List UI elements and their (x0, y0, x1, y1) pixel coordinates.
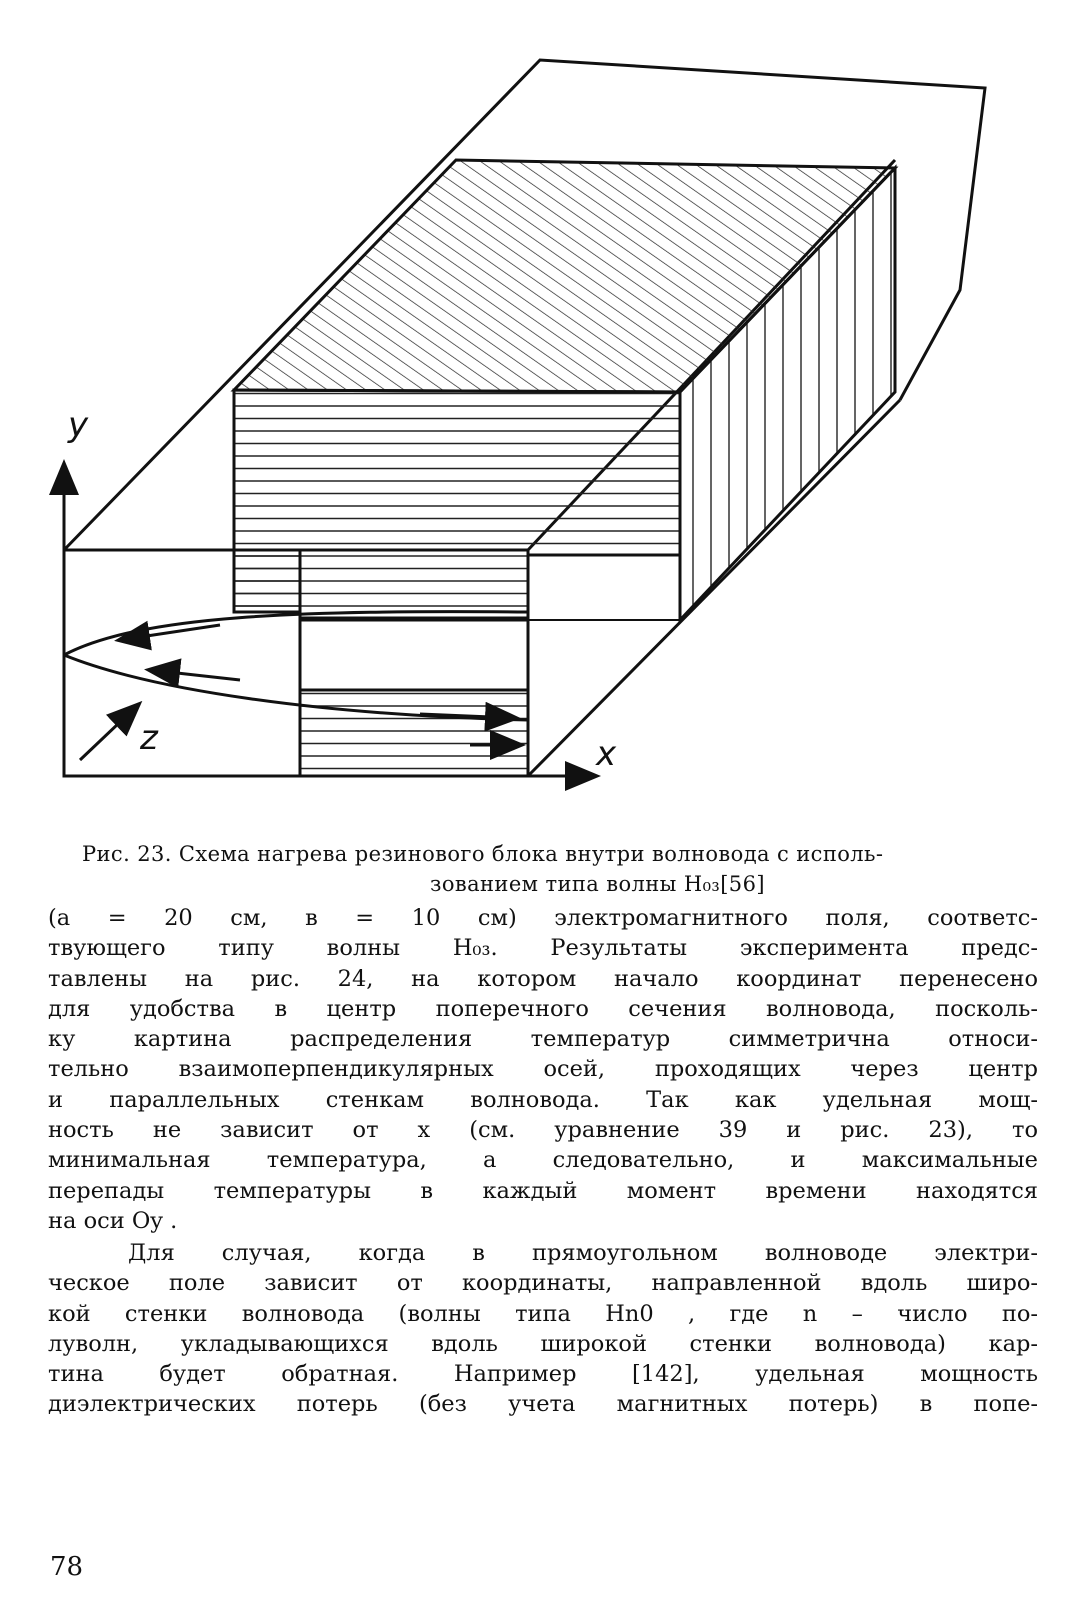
axis-label-z: z (140, 718, 158, 758)
text-line: тельно взаимоперпендикулярных осей, проходящих через центр (48, 1056, 1038, 1083)
text-line: минимальная температура, а следовательно, и максимальные (48, 1147, 1038, 1174)
text-line: тина будет обратная. Например [142], удельная мощность (48, 1361, 1038, 1388)
text-line: ку картина распределения температур симметрична относи- (48, 1026, 1038, 1053)
text-line: Для случая, когда в прямоугольном волноводе электри- (128, 1240, 1038, 1266)
text-line: для удобства в центр поперечного сечения волновода, посколь- (48, 995, 1038, 1022)
text-line: твующего типу волны H₀₃. Результаты эксперимента предс- (48, 935, 1038, 962)
paragraph-2 (48, 1238, 1038, 1420)
caption-line-2: зованием типа волны H₀₃[56] (430, 872, 765, 896)
text-line: луволн, укладывающихся вдоль широкой стенки волновода) кар- (48, 1330, 1038, 1357)
text-line: диэлектрических потерь (без учета магнитных потерь) в попе- (48, 1391, 1038, 1418)
text-line: тавлены на рис. 24, на котором начало координат перенесено (48, 965, 1038, 992)
rubber-block (234, 160, 895, 776)
axis-label-y: y (68, 405, 89, 445)
text-line: кой стенки волновода (волны типа Hn0 , где n – число по- (48, 1300, 1038, 1327)
paragraph-1 (48, 903, 1038, 1236)
text-line: на оси Oy . (48, 1207, 178, 1234)
text-line: и параллельных стенкам волновода. Так как удельная мощ- (48, 1086, 1038, 1113)
axis-label-x: x (596, 734, 617, 774)
z-axis (80, 705, 138, 760)
caption-line-1: Рис. 23. Схема нагрева резинового блока внутри волновода с исполь- (82, 842, 884, 866)
text-line: (а = 20 см, в = 10 см) электромагнитного поля, соответс- (48, 905, 1038, 931)
page-number: 78 (50, 1552, 84, 1582)
text-line: ность не зависит от x (см. уравнение 39 и рис. 23), то (48, 1117, 1038, 1144)
text-line: перепады температуры в каждый момент времени находятся (48, 1177, 1038, 1204)
text-line: ческое поле зависит от координаты, направленной вдоль широ- (48, 1270, 1038, 1297)
